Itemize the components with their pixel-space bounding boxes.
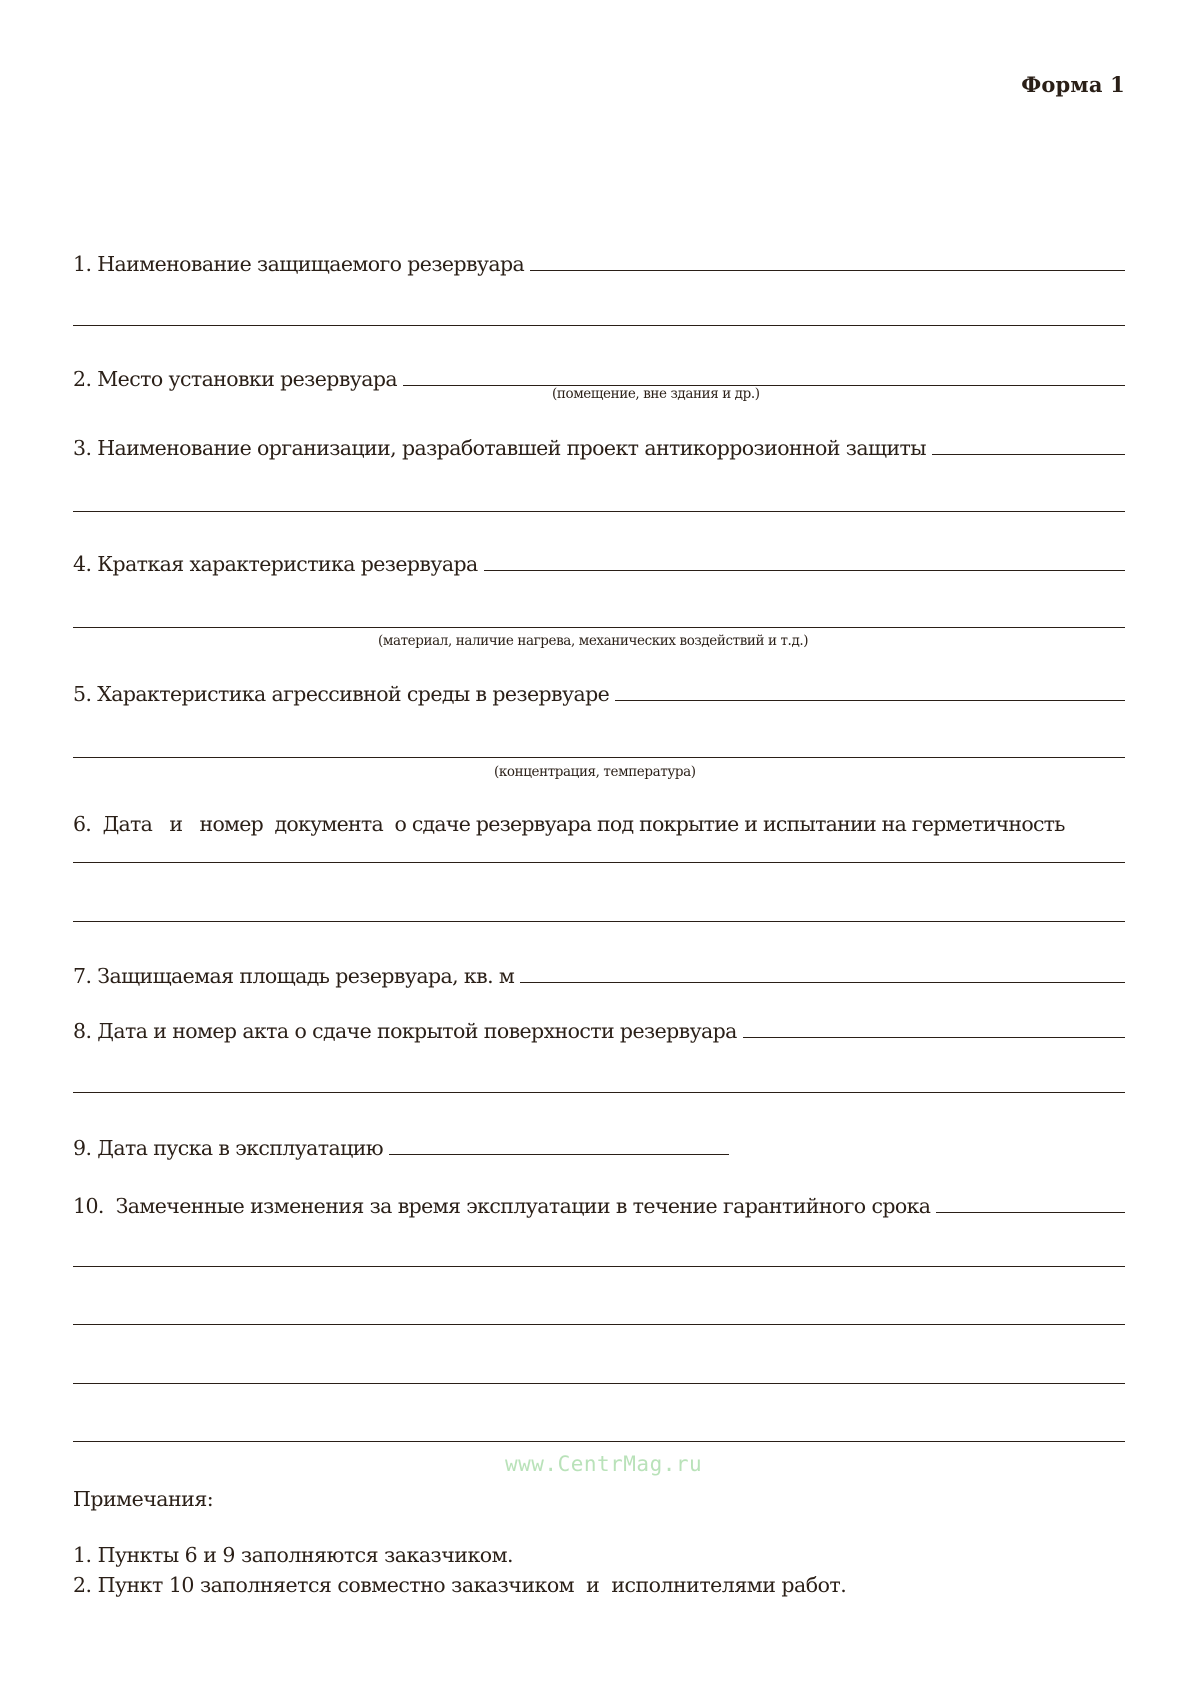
field-commissioning-date (73, 1130, 1125, 1160)
field-label: 8. Дата и номер акта о сдаче покрытой поверхности резервуара (73, 1019, 737, 1043)
field-observed-changes (73, 1188, 1125, 1218)
fill-line[interactable] (615, 700, 1125, 701)
field-hint: (помещение, вне здания и др.) (552, 386, 760, 402)
watermark: www.CentrMag.ru (505, 1452, 703, 1476)
blank-line[interactable] (73, 862, 1125, 863)
fill-line[interactable] (403, 385, 1125, 386)
field-label: 5. Характеристика агрессивной среды в резервуаре (73, 682, 610, 706)
field-tank-characteristics (73, 546, 1125, 576)
field-design-organization (73, 430, 1125, 460)
field-hint: (материал, наличие нагрева, механических воздействий и т.д.) (378, 633, 809, 649)
form-number-label: Форма 1 (1021, 72, 1125, 97)
field-label: 9. Дата пуска в эксплуатацию (73, 1136, 384, 1160)
field-handover-document (73, 806, 1125, 836)
fill-line[interactable] (936, 1212, 1125, 1213)
fill-line[interactable] (389, 1154, 729, 1155)
field-label: 4. Краткая характеристика резервуара (73, 552, 478, 576)
field-label: 1. Наименование защищаемого резервуара (73, 252, 525, 276)
blank-line[interactable] (73, 627, 1125, 628)
fill-line[interactable] (530, 270, 1125, 271)
field-coating-act (73, 1013, 1125, 1043)
note-item: 1. Пункты 6 и 9 заполняются заказчиком. (73, 1543, 514, 1567)
field-label: 10. Замеченные изменения за время эксплуатации в течение гарантийного срока (73, 1194, 931, 1218)
field-label: 2. Место установки резервуара (73, 367, 397, 391)
field-protected-area (73, 958, 1125, 988)
blank-line[interactable] (73, 1092, 1125, 1093)
blank-line[interactable] (73, 921, 1125, 922)
field-tank-name (73, 246, 1125, 276)
blank-line[interactable] (73, 757, 1125, 758)
blank-line[interactable] (73, 1441, 1125, 1442)
field-hint: (концентрация, температура) (494, 764, 696, 780)
note-item: 2. Пункт 10 заполняется совместно заказчиком и исполнителями работ. (73, 1573, 847, 1597)
blank-line[interactable] (73, 1266, 1125, 1267)
notes-title: Примечания: (73, 1487, 214, 1511)
fill-line[interactable] (520, 982, 1125, 983)
blank-line[interactable] (73, 325, 1125, 326)
blank-line[interactable] (73, 1324, 1125, 1325)
blank-line[interactable] (73, 511, 1125, 512)
field-label: 6. Дата и номер документа о сдаче резервуара под покрытие и испытании на герметичность (73, 812, 1065, 836)
fill-line[interactable] (743, 1037, 1125, 1038)
fill-line[interactable] (484, 570, 1125, 571)
field-aggressive-medium (73, 676, 1125, 706)
field-label: 3. Наименование организации, разработавшей проект антикоррозионной защиты (73, 436, 926, 460)
blank-line[interactable] (73, 1383, 1125, 1384)
fill-line[interactable] (932, 454, 1125, 455)
field-label: 7. Защищаемая площадь резервуара, кв. м (73, 964, 515, 988)
